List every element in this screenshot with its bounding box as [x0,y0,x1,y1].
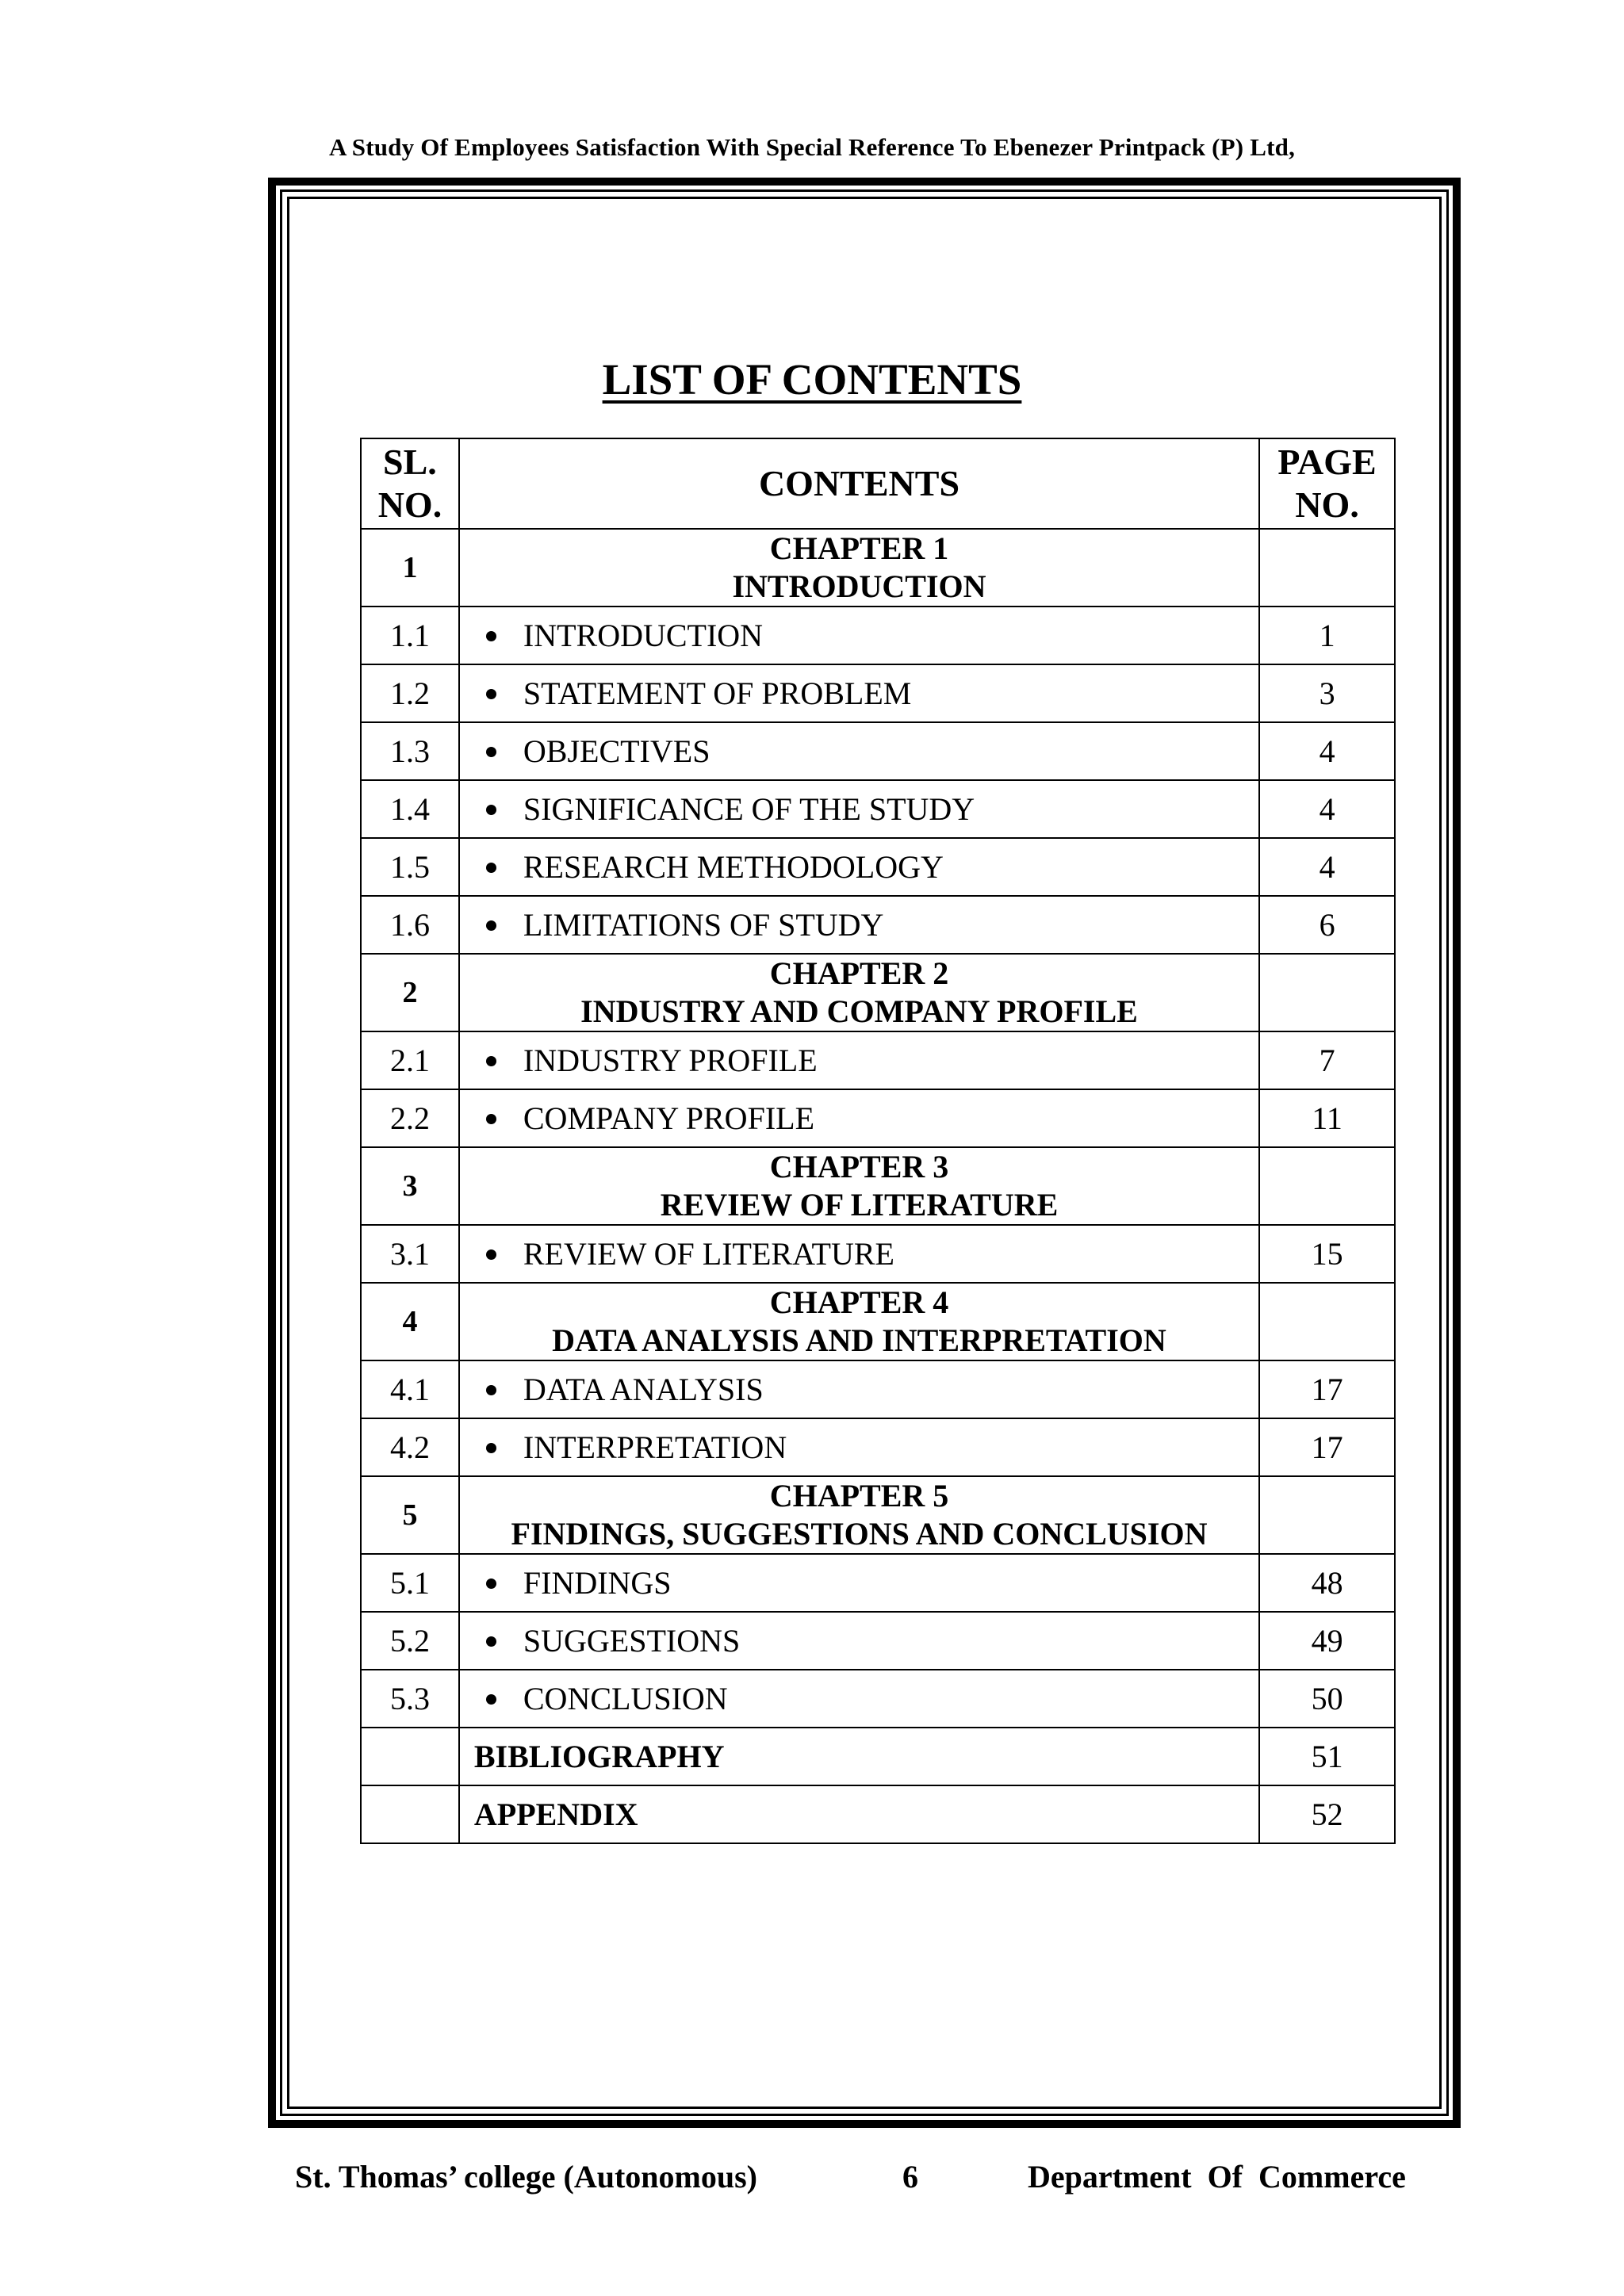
contents-table [360,438,1396,1844]
section-page-number: 49 [1259,1612,1395,1670]
empty-number-cell [361,1728,459,1785]
footer-page-number: 6 [902,2159,918,2195]
chapter-title-cell [459,1283,1259,1360]
section-number: 3.1 [361,1225,459,1283]
bullet-icon [486,747,496,757]
bullet-icon [486,1636,496,1647]
section-title: REVIEW OF LITERATURE [523,1236,894,1272]
section-title: LIMITATIONS OF STUDY [523,907,884,943]
section-page-number: 1 [1259,607,1395,664]
empty-number-cell [361,1785,459,1843]
bullet-icon [486,920,496,931]
section-title-cell [459,896,1259,954]
table-row [361,1728,1395,1785]
section-title-cell [459,838,1259,896]
section-number: 1.4 [361,780,459,838]
table-row [361,1612,1395,1670]
footer-department: Department Of Commerce [1028,2159,1406,2195]
back-matter-title: APPENDIX [459,1785,1259,1843]
bullet-icon [486,863,496,873]
chapter-page-cell [1259,529,1395,607]
section-title-cell [459,1089,1259,1147]
running-header: A Study Of Employees Satisfaction With Special Reference To Ebenezer Printpack (P) Ltd, [328,133,1296,161]
chapter-row [361,1283,1395,1360]
chapter-subtitle: DATA ANALYSIS AND INTERPRETATION [552,1322,1166,1358]
bullet-icon [486,1056,496,1066]
section-title: OBJECTIVES [523,733,710,769]
section-title-cell [459,1554,1259,1612]
chapter-title-cell [459,1147,1259,1225]
section-page-number: 15 [1259,1225,1395,1283]
section-title-cell [459,1360,1259,1418]
chapter-subtitle: FINDINGS, SUGGESTIONS AND CONCLUSION [511,1516,1208,1552]
bullet-icon [486,689,496,699]
section-title: SIGNIFICANCE OF THE STUDY [523,791,975,827]
section-number: 4.1 [361,1360,459,1418]
chapter-title-cell [459,954,1259,1031]
chapter-number: 1 [361,529,459,607]
chapter-subtitle: REVIEW OF LITERATURE [660,1187,1059,1223]
back-matter-page-number: 51 [1259,1728,1395,1785]
chapter-page-cell [1259,1283,1395,1360]
column-header-sl-no-line1: SL. [383,442,437,482]
section-page-number: 4 [1259,722,1395,780]
section-number: 1.3 [361,722,459,780]
section-title-cell [459,1670,1259,1728]
section-title-cell [459,1418,1259,1476]
table-row [361,896,1395,954]
section-title: SUGGESTIONS [523,1623,741,1659]
bullet-icon [486,1385,496,1395]
chapter-number: 3 [361,1147,459,1225]
bullet-icon [486,1443,496,1453]
section-title: COMPANY PROFILE [523,1100,815,1136]
footer-college: St. Thomas’ college (Autonomous) [295,2159,757,2195]
chapter-subtitle: INDUSTRY AND COMPANY PROFILE [580,993,1138,1029]
section-title-cell [459,607,1259,664]
chapter-number: 4 [361,1283,459,1360]
column-header-page-no [1259,438,1395,529]
table-row [361,722,1395,780]
section-title-cell [459,780,1259,838]
section-number: 1.6 [361,896,459,954]
section-number: 1.1 [361,607,459,664]
back-matter-title: BIBLIOGRAPHY [459,1728,1259,1785]
bullet-icon [486,1249,496,1260]
section-title-cell [459,722,1259,780]
table-row [361,1418,1395,1476]
section-title: STATEMENT OF PROBLEM [523,675,912,711]
section-number: 2.2 [361,1089,459,1147]
back-matter-page-number: 52 [1259,1785,1395,1843]
section-page-number: 17 [1259,1360,1395,1418]
section-page-number: 4 [1259,838,1395,896]
column-header-sl-no [361,438,459,529]
table-row [361,664,1395,722]
chapter-page-cell [1259,954,1395,1031]
section-number: 2.1 [361,1031,459,1089]
section-page-number: 17 [1259,1418,1395,1476]
chapter-heading: CHAPTER 5 [769,1478,949,1513]
chapter-row [361,529,1395,607]
section-title-cell [459,664,1259,722]
table-row [361,1089,1395,1147]
table-header-row [361,438,1395,529]
section-title-cell [459,1225,1259,1283]
section-title: INDUSTRY PROFILE [523,1043,818,1078]
table-row [361,1360,1395,1418]
table-row [361,607,1395,664]
column-header-page-no-line2: NO. [1295,484,1359,525]
table-row [361,1785,1395,1843]
section-number: 1.2 [361,664,459,722]
chapter-number: 2 [361,954,459,1031]
bullet-icon [486,1114,496,1124]
page-title [0,354,1624,404]
chapter-page-cell [1259,1147,1395,1225]
chapter-row [361,1476,1395,1554]
section-title: CONCLUSION [523,1681,728,1716]
section-title: FINDINGS [523,1565,672,1601]
section-page-number: 50 [1259,1670,1395,1728]
chapter-heading: CHAPTER 4 [769,1284,949,1320]
table-row [361,1554,1395,1612]
section-title-cell [459,1031,1259,1089]
chapter-heading: CHAPTER 1 [769,530,949,566]
section-number: 4.2 [361,1418,459,1476]
bullet-icon [486,1578,496,1589]
chapter-heading: CHAPTER 2 [769,955,949,991]
section-page-number: 6 [1259,896,1395,954]
table-row [361,1670,1395,1728]
section-title: INTERPRETATION [523,1429,787,1465]
section-page-number: 11 [1259,1089,1395,1147]
section-title-cell [459,1612,1259,1670]
column-header-contents: CONTENTS [459,438,1259,529]
chapter-subtitle: INTRODUCTION [732,568,986,604]
page-title-text: LIST OF CONTENTS [602,355,1022,404]
column-header-sl-no-line2: NO. [377,484,442,525]
table-row [361,1225,1395,1283]
section-number: 1.5 [361,838,459,896]
bullet-icon [486,631,496,641]
section-number: 5.3 [361,1670,459,1728]
chapter-title-cell [459,529,1259,607]
section-title: DATA ANALYSIS [523,1372,764,1407]
chapter-row [361,954,1395,1031]
table-row [361,1031,1395,1089]
table-row [361,838,1395,896]
section-number: 5.2 [361,1612,459,1670]
table-row [361,780,1395,838]
section-title: RESEARCH METHODOLOGY [523,849,944,885]
chapter-number: 5 [361,1476,459,1554]
section-title: INTRODUCTION [523,618,764,653]
section-page-number: 48 [1259,1554,1395,1612]
column-header-page-no-line1: PAGE [1277,442,1377,482]
bullet-icon [486,805,496,815]
section-page-number: 3 [1259,664,1395,722]
bullet-icon [486,1694,496,1705]
section-page-number: 7 [1259,1031,1395,1089]
chapter-title-cell [459,1476,1259,1554]
chapter-row [361,1147,1395,1225]
chapter-page-cell [1259,1476,1395,1554]
section-number: 5.1 [361,1554,459,1612]
chapter-heading: CHAPTER 3 [769,1149,949,1184]
section-page-number: 4 [1259,780,1395,838]
